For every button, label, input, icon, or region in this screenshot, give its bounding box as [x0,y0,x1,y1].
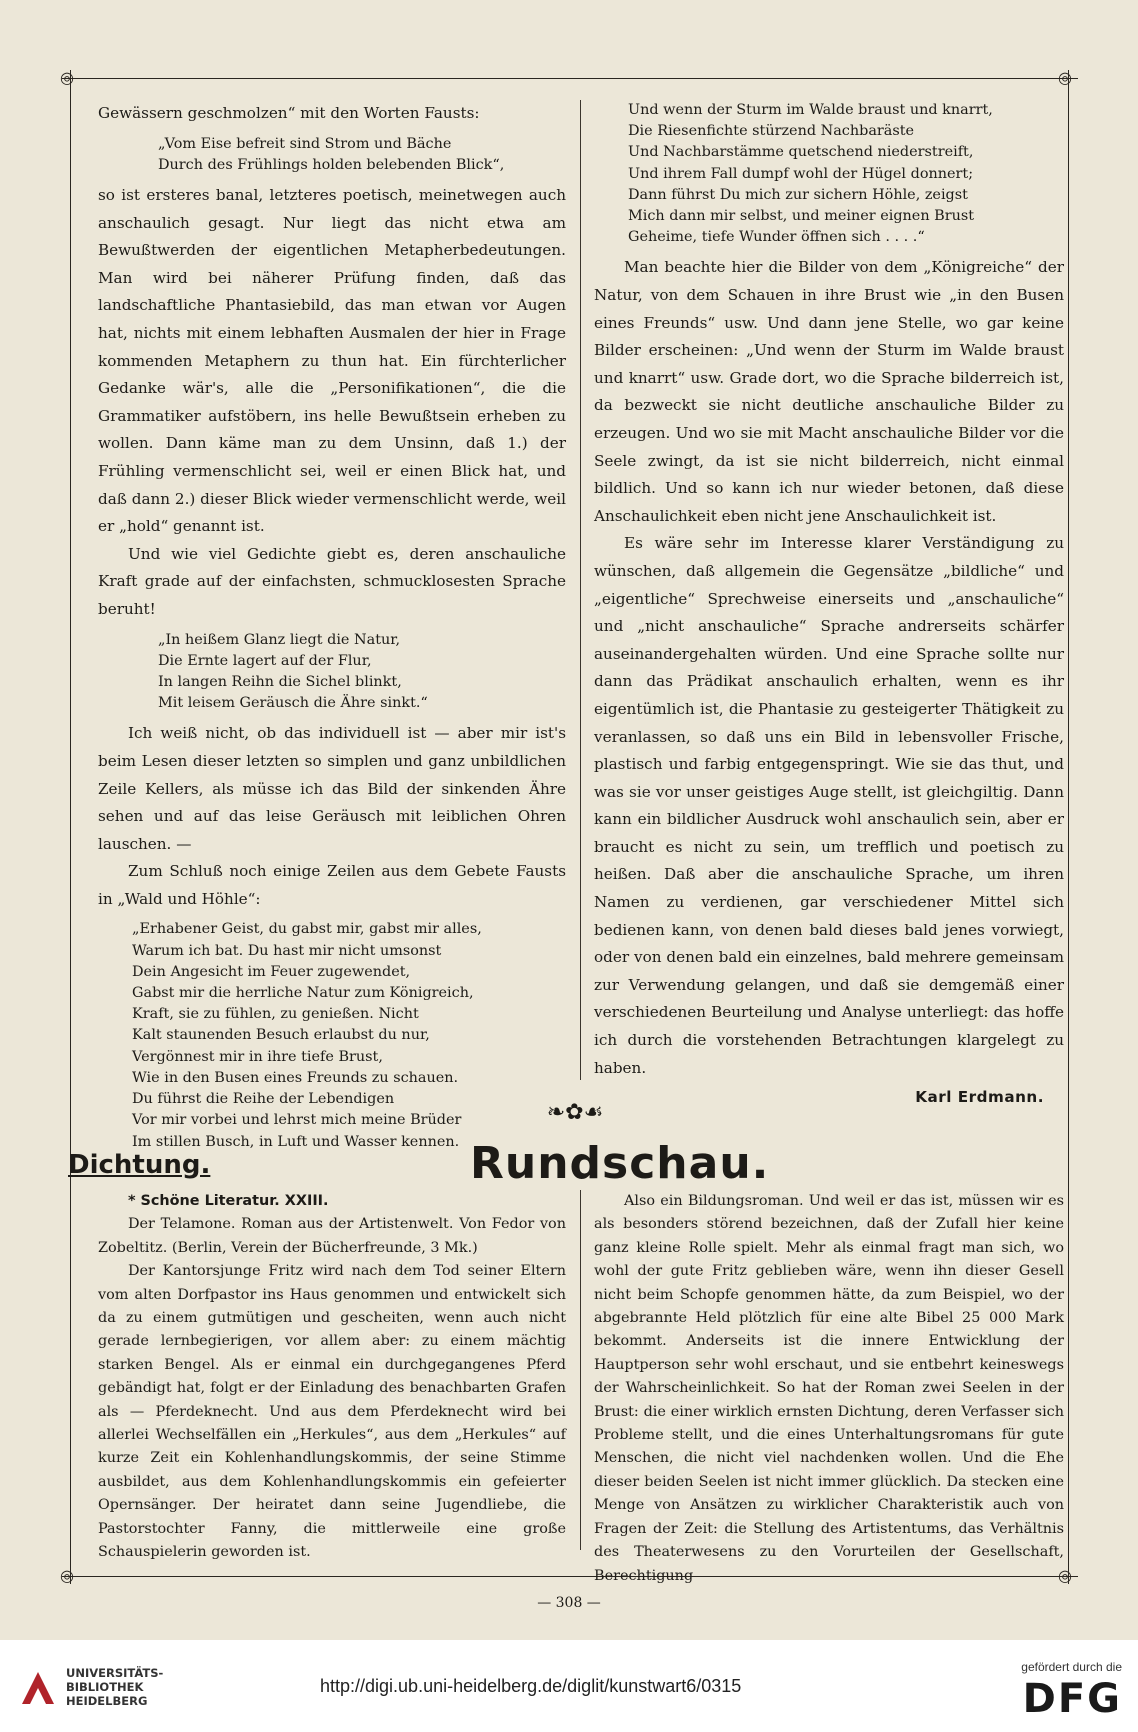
column-divider [580,1190,581,1550]
verse-keller: „In heißem Glanz liegt die Natur, Die Ernte lagert auf der Flur, In langen Reihn die Sichel blinkt, Mit leisem Geräusch die Ähre sinkt.“ [158,631,428,712]
section-label: Dichtung. [68,1150,211,1180]
article-left-column [98,100,566,1159]
left-rule [70,70,71,1584]
library-name: UNIVERSITÄTS- BIBLIOTHEK HEIDELBERG [66,1666,164,1708]
permalink-url[interactable]: http://digi.ub.uni-heidelberg.de/diglit/kunstwart6/0315 [320,1676,742,1696]
page-number: — 308 — [537,1595,601,1611]
review-subhead: * Schöne Literatur. XXIII. [128,1193,329,1209]
corner-ornament-icon: ◎ [1058,1566,1072,1585]
funding-label: gefördert durch die [1021,1660,1122,1674]
dfg-logo: DFG [1022,1676,1122,1722]
fleuron-ornament-icon: ❧✿☙ [546,1100,604,1125]
right-rule [1068,70,1069,1584]
paragraph: Gewässern geschmolzen“ mit den Worten Fausts: [98,104,480,122]
section-title: Rundschau. [470,1138,770,1189]
paragraph: so ist ersteres banal, letzteres poetisch, meinetwegen auch anschaulich gesagt. Nur liegt das nicht etwa am Bewußtwerden der eigentlichen Metapherbedeutungen. Man wird bei näherer Prüfung finden, daß das landschaftliche Phantasiebild, das man etwan vor Augen hat, nichts mit einem lebhaften Ausmalen der hier in Frage kommenden Metaphern zu thun hat. Ein fürchterlicher Gedanke wär's, alle die „Personifikationen“, die die Grammatiker aufstöbern, ins helle Bewußtsein erheben zu wollen. Dann käme man zu dem Unsinn, daß 1.) der Frühling vermenschlicht sei, weil er einen Blick hat, und daß dann 2.) dieser Blick wieder vermenschlicht werde, weil er „hold“ genannt ist. [98,186,566,536]
verse-goethe: „Vom Eise befreit sind Strom und Bäche Durch des Frühlings holden belebenden Blick“, [158,135,505,173]
paragraph: Der Telamone. Roman aus der Artistenwelt. Von Fedor von Zobeltitz. (Berlin, Verein der Bücherfreunde, 3 Mk.) [98,1216,566,1256]
viewer-footer [0,1640,1138,1732]
verse-faust-continued: Und wenn der Sturm im Walde braust und knarrt, Die Riesenfichte stürzend Nachbaräste Und Nachbarstämme quetschend niederstreift, Und ihrem Fall dumpf wohl der Hügel donnert; Dann führst Du mich zur sichern Höhle, zeigst Mich dann mir selbst, und meiner eignen Brust Geheime, tiefe Wunder öffnen sich . . . .“ [628,102,993,246]
corner-ornament-icon: ◎ [60,1566,74,1585]
paragraph: Und wie viel Gedichte giebt es, deren anschauliche Kraft grade auf der einfachsten, schmucklosesten Sprache beruht! [98,544,566,618]
paragraph: Also ein Bildungsroman. Und weil er das ist, müssen wir es als besonders störend bezeichnen, daß der Zufall hier keine ganz kleine Rolle spielt. Mehr als einmal fragt man sich, wo wohl der gute Fritz geblieben wäre, wenn ihn dieser Gesell nicht beim Schopfe genommen hätte, da zum Beispiel, wo der abgebrannte Held plötzlich für eine alte Bibel 25 000 Mark bekommt. Anderseits ist die innere Entwicklung der Hauptperson sehr wohl erschaut, und sie entbehrt keineswegs der Wahrscheinlichkeit. So hat der Roman zwei Seelen in der Brust: die einer wirklich ernsten Dichtung, deren Verfasser sich Probleme stellt, und die eines Unterhaltungsromans für gute Menschen, die nicht viel nachdenken wollen. Und die Ehe dieser beiden Seelen ist nicht immer glücklich. Da stecken eine Menge von Ansätzen zu wirklicher Charakteristik auch von Fragen der Zeit: die Stellung des Artistentums, das Verhältnis des Theaterwesens zu den Vorurteilen der Gesellschaft, Berechtigung [594,1193,1064,1584]
university-library-logo-icon [18,1668,58,1708]
review-left-column [98,1190,566,1565]
paragraph: Es wäre sehr im Interesse klarer Verständigung zu wünschen, daß allgemein die Gegensätze „bildliche“ und „eigentliche“ Sprechweise einerseits und „anschauliche“ und „nicht anschauliche“ Sprache andrerseits schärfer auseinandergehalten würden. Und eine Sprache sollte nur dann das Prädikat anschaulich erhalten, wenn es ihr eigentümlich ist, die Phantasie zu gesteigerter Thätigkeit zu veranlassen, so daß uns ein Bild in lebensvoller Frische, plastisch und farbig entgegenspringt. Wie sie das thut, und was sie vor unser geistiges Auge stellt, ist gleichgiltig. Dann kann ein bildlicher Ausdruck wohl anschaulich sein, aber er braucht es nicht zu sein, um trefflich und poetisch zu heißen. Daß aber die anschauliche Sprache, um ihren Namen zu verdienen, gar verschiedener Mittel sich bedienen kann, von denen bald dieses bald jenes vorwiegt, oder von denen bald ein einzelnes, bald mehrere gemeinsam zur Verwendung gelangen, und daß sie demgemäß einer verschiedenen Beurteilung und Analyse unterliegt: das hoffe ich durch die vorstehenden Betrachtungen klargelegt zu haben. [594,534,1064,1077]
article-right-column [594,100,1064,1112]
top-rule [62,78,1078,79]
corner-ornament-icon: ◎ [60,68,74,87]
paragraph: Ich weiß nicht, ob das individuell ist — aber mir ist's beim Lesen dieser letzten so simplen und ganz unbildlichen Zeile Kellers, als müsse ich das Bild der sinkenden Ähre sehen und auf das leise Geräusch mit leiblichen Ohren lauschen. — [98,724,566,853]
paragraph: Man beachte hier die Bilder von dem „Königreiche“ der Natur, von dem Schauen in ihre Brust wie „in den Busen eines Freunds“ usw. Und dann jene Stelle, wo gar keine Bilder erscheinen: „Und wenn der Sturm im Walde braust und knarrt“ usw. Grade dort, wo die Sprache bilderreich ist, da bezweckt sie nicht deutliche anschauliche Bilder zu erzeugen. Und wo sie mit Macht anschauliche Bilder vor die Seele zwingt, da ist sie nicht bilderreich, nicht einmal bildlich. Und so kann ich nur wieder betonen, daß diese Anschaulichkeit eben nicht jene Anschaulichkeit ist. [594,258,1064,525]
author-signature: Karl Erdmann. [915,1088,1044,1107]
column-divider [580,100,581,1080]
corner-ornament-icon: ◎ [1058,68,1072,87]
paragraph: Zum Schluß noch einige Zeilen aus dem Gebete Fausts in „Wald und Höhle“: [98,862,566,908]
verse-faust: „Erhabener Geist, du gabst mir, gabst mir alles, Warum ich bat. Du hast mir nicht umsonst Dein Angesicht im Feuer zugewendet, Gabst mir die herrliche Natur zum Königreich, Kraft, sie zu fühlen, zu genießen. Nicht Kalt staunenden Besuch erlaubst du nur, Vergönnest mir in ihre tiefe Brust, Wie in den Busen eines Freunds zu schauen. Du führst die Reihe der Lebendigen Vor mir vorbei und lehrst mich meine Brüder Im stillen Busch, in Luft und Wasser kennen. [132,921,482,1150]
review-right-column [594,1190,1064,1588]
paragraph: Der Kantorsjunge Fritz wird nach dem Tod seiner Eltern vom alten Dorfpastor ins Haus genommen und entwickelt sich da zu einem gutmütigen und gescheiten, wenn auch nicht gerade lernbegierigen, vor allem aber: zu einem mächtig starken Bengel. Als er einmal ein durchgegangenes Pferd gebändigt hat, folgt er der Einladung des benachbarten Grafen als — Pferdeknecht. Und aus dem Pferdeknecht wird bei allerlei Wechselfällen ein „Herkules“, aus dem „Herkules“ auf kurze Zeit ein Kohlenhandlungskommis, der seine Stimme ausbildet, aus dem Kohlenhandlungskommis ein gefeierter Opernsänger. Der heiratet dann seine Jugendliebe, die Pastorstochter Fanny, die mittlerweile eine große Schauspielerin geworden ist. [98,1263,566,1561]
